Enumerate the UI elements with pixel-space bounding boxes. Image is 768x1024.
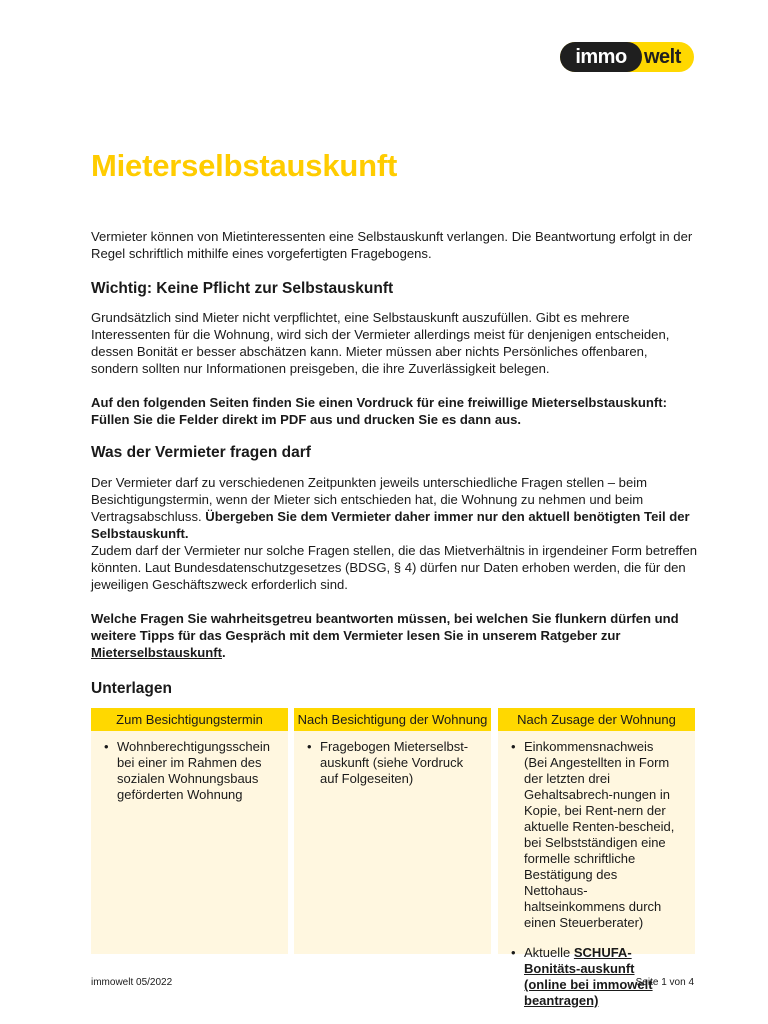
pflicht-paragraph: Grundsätzlich sind Mieter nicht verpflichtet, eine Selbstauskunft auszufüllen. Gibt es mehrere Interessenten für die Wohnung, wird sich der Vermieter allerdings meist für denjenigen entscheiden, dessen Bonität er besser abschätzen kann. Mieter müssen aber nichts Persönliches offenbaren, sondern sollten nur Informationen preisgeben, die ihre Zuverlässigkeit belegen. [91,310,670,376]
list-item-prefix: Aktuelle [524,945,574,960]
column-list [498,739,695,1009]
ratgeber-text: Welche Fragen Sie wahrheitsgetreu beantworten müssen, bei welchen Sie flunkern dürfen und weitere Tipps für das Gespräch mit dem Vermieter lesen Sie in unserem Ratgeber zur [91,611,679,643]
section-heading-fragen: Was der Vermieter fragen darf [91,444,311,461]
ratgeber-end: . [221,645,226,660]
immowelt-logo [560,42,694,72]
bullet-icon: • [104,739,109,754]
footer-page-number: Seite 1 von 4 [635,977,694,988]
ratgeber-link[interactable]: Mieterselbstauskunft [91,645,222,660]
fragen-text-1: Der Vermieter darf zu verschiedenen Zeitpunkten jeweils unterschiedliche Fragen stellen – beim Besichtigungstermin, wenn der Mieter sich entschieden hat, die Wohnung zu nehmen und beim Vertragsabschluss. [91,475,648,524]
list-item-text: Wohnberechtigungsschein bei einer im Rahmen des sozialen Wohnungsbaus geförderten Wohnung [117,739,270,802]
list-item-text: Fragebogen Mieterselbst-auskunft (siehe Vordruck auf Folgeseiten) [320,739,469,786]
bullet-icon: • [307,739,312,754]
column-header: Nach Besichtigung der Wohnung [294,708,491,731]
column-besichtigungstermin [91,708,288,954]
column-header: Zum Besichtigungstermin [91,708,288,731]
list-item-text: Einkommensnachweis (Bei Angestellten in Form der letzten drei Gehaltsabrech-nungen in Kopie, bei Rent-nern der aktuelle Renten-bescheid, bei Selbstständigen eine formelle schriftliche Bestätigung des Nettohaus-haltseinkommens durch einen Steuerberater) [524,739,675,930]
fragen-paragraph-2: Zudem darf der Vermieter nur solche Fragen stellen, die das Mietverhältnis in irgendeiner Form betreffen könnten. Laut Bundesdatenschutzgesetzes (BDSG, § 4) dürfen nur Daten erhoben werden, die für den jeweiligen Geschäftszweck erforderlich sind. [91,543,698,592]
fragen-text-1-bold: Übergeben Sie dem Vermieter daher immer nur den aktuell benötigten Teil der Selbstauskunft. [91,509,690,541]
ratgeber-paragraph [91,610,697,661]
list-item [511,739,676,931]
list-item [307,739,472,787]
intro-paragraph: Vermieter können von Mietinteressenten eine Selbstauskunft verlangen. Die Beantwortung erfolgt in der Regel schriftlich mithilfe eines vorgefertigten Fragebogens. [91,229,693,261]
section-heading-pflicht: Wichtig: Keine Pflicht zur Selbstauskunft [91,280,394,297]
bullet-icon: • [511,739,516,754]
footer-left: immowelt 05/2022 [91,977,173,988]
column-nach-besichtigung [294,708,491,954]
column-header: Nach Zusage der Wohnung [498,708,695,731]
page-title: Mieterselbstauskunft [91,148,398,183]
column-list [91,739,288,803]
logo-immo: immo [560,42,642,72]
logo-welt: welt [644,46,681,68]
list-item [104,739,270,803]
vordruck-note: Auf den folgenden Seiten finden Sie einen Vordruck für eine freiwillige Mieterselbstauskunft: Füllen Sie die Felder direkt im PDF aus und drucken Sie es dann aus. [91,395,667,427]
fragen-paragraph-1 [91,474,697,542]
section-heading-unterlagen: Unterlagen [91,680,172,697]
schufa-link[interactable]: SCHUFA-Bonitäts-auskunft (online bei immowelt beantragen) [524,945,653,1008]
bullet-icon: • [511,945,516,960]
column-list [294,739,491,787]
